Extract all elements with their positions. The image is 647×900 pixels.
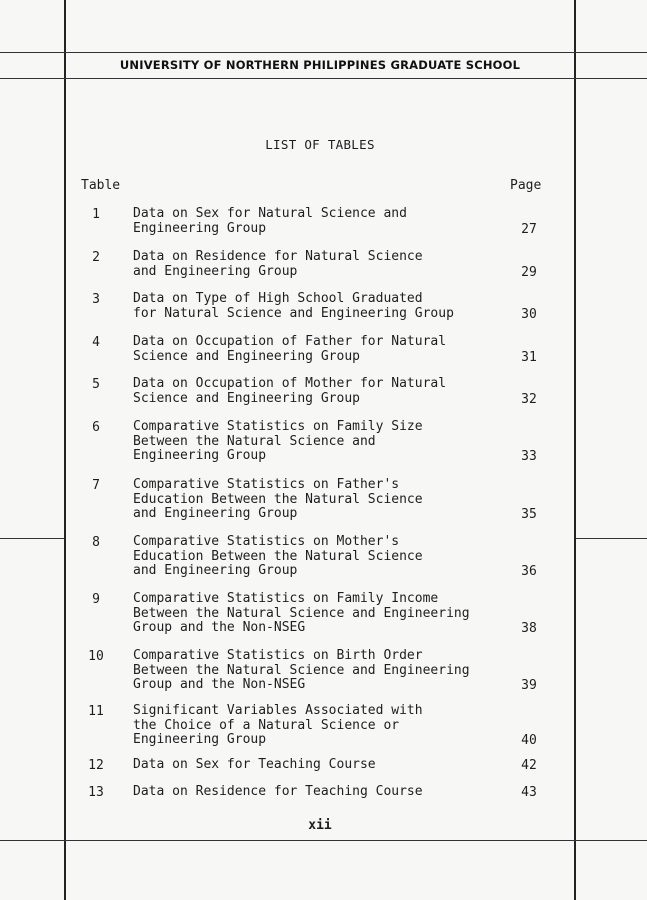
table-entry-title-line: Data on Residence for Natural Science — [133, 249, 423, 264]
table-entry-number: 10 — [88, 649, 104, 664]
table-entry-title — [133, 535, 523, 579]
table-entry-page: 43 — [521, 785, 537, 800]
table-entry-number: 6 — [92, 420, 100, 435]
table-entry-title-line: Comparative Statistics on Birth Order — [133, 648, 423, 663]
table-entry-title — [133, 649, 523, 693]
table-entry-title — [133, 420, 523, 464]
table-entry-page: 33 — [521, 449, 537, 464]
table-entry-title — [133, 704, 523, 748]
table-entry-title-line: Group and the Non-NSEG — [133, 620, 306, 635]
university-header: UNIVERSITY OF NORTHERN PHILIPPINES GRADUATE SCHOOL — [119, 58, 521, 72]
table-entry-title-line: Data on Sex for Natural Science and — [133, 206, 407, 221]
table-entry-page: 40 — [521, 733, 537, 748]
table-entry-title-line: Data on Residence for Teaching Course — [133, 784, 423, 799]
table-entry-title-line: Engineering Group — [133, 220, 267, 236]
table-entry-title-line: Science and Engineering Group — [133, 348, 360, 364]
table-entry-title-line: Data on Occupation of Mother for Natural — [133, 376, 447, 391]
footer-rule — [0, 840, 647, 841]
table-entry-number: 5 — [92, 377, 100, 392]
table-entry-title — [133, 335, 523, 364]
table-entry-title — [133, 292, 523, 321]
table-entry-title-line: Comparative Statistics on Father's — [133, 477, 400, 492]
table-entry-title-line: Between the Natural Science and Engineering — [133, 605, 470, 621]
left-margin-mark — [0, 538, 64, 539]
table-entry-page: 27 — [521, 221, 537, 237]
table-entry-page: 31 — [521, 349, 537, 365]
table-entry-page: 42 — [521, 758, 537, 773]
header-bottom-rule — [0, 78, 647, 79]
table-entry-title-line: Data on Sex for Teaching Course — [133, 757, 376, 772]
table-entry-title-line: Science and Engineering Group — [133, 390, 360, 406]
table-entry-title-line: Engineering Group — [133, 732, 267, 747]
table-entry-number: 1 — [92, 207, 100, 222]
table-entry-page: 32 — [521, 391, 537, 407]
table-entry-number: 3 — [92, 292, 100, 307]
table-entry-number: 9 — [92, 592, 100, 607]
table-entry-title — [133, 207, 523, 236]
table-entry-title-line: the Choice of a Natural Science or — [133, 717, 400, 733]
table-entry-title — [133, 377, 523, 406]
table-entry-title-line: Between the Natural Science and — [133, 433, 376, 449]
table-entry-title-line: Education Between the Natural Science — [133, 548, 423, 564]
table-entry-page: 30 — [521, 306, 537, 322]
table-entry-title — [133, 592, 523, 636]
table-entry-page: 35 — [521, 507, 537, 522]
table-entry-title — [133, 250, 523, 279]
table-entry-number: 12 — [88, 758, 104, 773]
table-entry-page: 38 — [521, 621, 537, 636]
table-entry-number: 13 — [88, 785, 104, 800]
table-entry-title-line: and Engineering Group — [133, 263, 298, 279]
table-entry-title-line: Comparative Statistics on Family Size — [133, 419, 423, 434]
table-entry-title-line: Comparative Statistics on Mother's — [133, 534, 400, 549]
table-entry-title-line: Between the Natural Science and Engineering — [133, 662, 470, 678]
header-top-rule — [0, 52, 647, 53]
left-margin-line — [64, 0, 66, 900]
table-entry-title-line: Significant Variables Associated with — [133, 703, 423, 718]
table-entry-title-line: for Natural Science and Engineering Group — [133, 305, 454, 321]
page-title: LIST OF TABLES — [265, 137, 375, 152]
table-entry-title-line: Engineering Group — [133, 448, 267, 463]
table-entry-title-line: and Engineering Group — [133, 506, 298, 521]
table-entry-title-line: Group and the Non-NSEG — [133, 677, 306, 692]
table-entry-page: 36 — [521, 564, 537, 579]
table-entry-title — [133, 785, 523, 800]
table-entry-number: 8 — [92, 535, 100, 550]
table-entry-title-line: Comparative Statistics on Family Income — [133, 591, 439, 606]
table-entry-number: 2 — [92, 250, 100, 265]
table-entry-number: 7 — [92, 478, 100, 493]
table-entry-title-line: and Engineering Group — [133, 563, 298, 578]
table-entry-title-line: Data on Occupation of Father for Natural — [133, 334, 447, 349]
table-entry-page: 39 — [521, 678, 537, 693]
page-column-header: Page — [510, 178, 542, 193]
table-entry-title — [133, 478, 523, 522]
table-entry-number: 4 — [92, 335, 100, 350]
table-entry-title-line: Data on Type of High School Graduated — [133, 291, 423, 306]
table-entry-page: 29 — [521, 264, 537, 280]
table-column-header: Table — [81, 178, 121, 193]
table-entry-number: 11 — [88, 704, 104, 719]
table-entry-title-line: Education Between the Natural Science — [133, 491, 423, 507]
page-number: xii — [308, 818, 332, 833]
table-entry-title — [133, 758, 523, 773]
right-margin-line — [574, 0, 576, 900]
right-margin-mark — [576, 538, 647, 539]
